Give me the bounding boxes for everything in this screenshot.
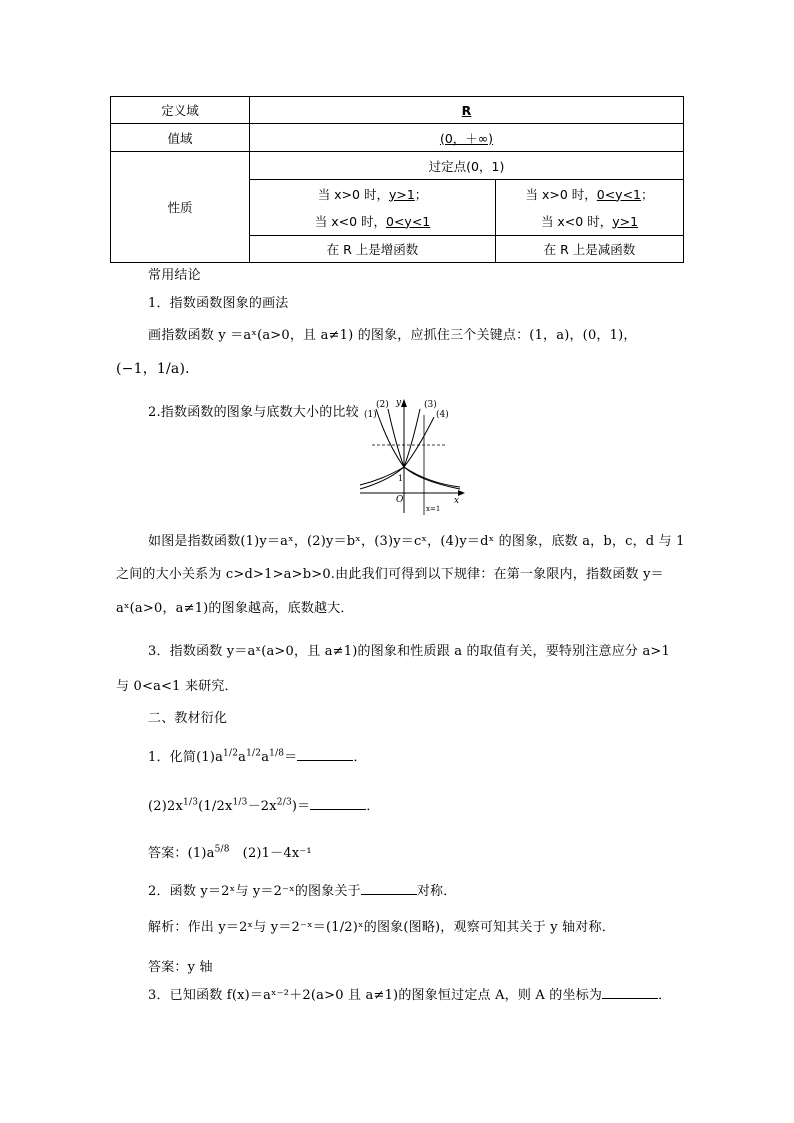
section2-heading: 二、教材衍化 [148, 711, 228, 726]
item3-paragraph: 与 0<a<1 来研究． [116, 679, 238, 694]
q1-text: a [238, 750, 247, 765]
curve-label: (3) [424, 400, 437, 410]
q1-text: (2)2x [148, 799, 184, 814]
question-1-answer [148, 842, 312, 861]
answer-text: 答案：(1)a [148, 846, 215, 861]
item2-paragraph: aˣ(a>0，a≠1)的图象越高，底数越大． [116, 601, 354, 616]
case-value: y>1 [388, 186, 415, 202]
range-value: (0，＋∞) [250, 124, 684, 152]
item2-paragraph: 之间的大小关系为 c>d>1>a>b>0.由此我们可得到以下规律：在第一象限内，指数函数 y＝ [116, 567, 664, 582]
one-label: 1 [398, 474, 404, 483]
decreasing-case-cell [496, 180, 684, 236]
exponent: 5/8 [214, 844, 230, 855]
increasing-text: 在 R 上是增函数 [250, 236, 496, 263]
domain-label: 定义域 [111, 97, 250, 124]
exponent: 1/8 [269, 748, 285, 759]
case-value: 0<y<1 [596, 186, 642, 202]
question-2-solution: 解析：作出 y＝2ˣ与 y＝2⁻ˣ＝(1/2)ˣ的图象(图略)，观察可知其关于 y 轴对称． [148, 920, 615, 935]
exponent: 2/3 [276, 797, 292, 808]
q3-text: 3．已知函数 f(x)＝aˣ⁻²＋2(a>0 且 a≠1)的图象恒过定点 A，则 A 的坐标为 [148, 988, 603, 1003]
question-1b: $(2)2x^{1/3}(1/2x^{1/3}-2x^{2/3})=$ ． [148, 797, 380, 814]
increasing-case-cell [250, 180, 496, 236]
item1-point: (−1，1/a)． [116, 361, 200, 377]
exponential-graph [358, 395, 470, 517]
fraction: 1/2 [203, 799, 225, 814]
domain-value: R [250, 97, 684, 124]
exponent: 1/3 [183, 797, 199, 808]
exponent: 1/2 [246, 748, 262, 759]
section-heading: 常用结论 [148, 268, 201, 283]
q1-text: 1．化简(1)a [148, 750, 224, 765]
curve-label: (4) [436, 410, 449, 420]
case-text: 当 x<0 时， [314, 213, 386, 229]
axis-x-label: x [454, 496, 460, 506]
curve-label: (1) [364, 410, 377, 420]
fixed-point: 过定点(0，1) [250, 152, 684, 180]
q3-text: ． [658, 988, 672, 1003]
axis-y-label: y [396, 398, 402, 408]
item2-title: 2.指数函数的图象与底数大小的比较 [148, 405, 359, 420]
properties-table [110, 96, 684, 263]
answer-blank [297, 750, 353, 761]
item1-text: 画指数函数 y ＝aˣ(a>0，且 a≠1) 的图象，应抓住三个关键点：(1，a)，(0，1)， [148, 328, 637, 343]
curve-label: (2) [376, 400, 389, 410]
case-suffix: ； [641, 186, 654, 202]
q2-text: 2．函数 y＝2ˣ与 y＝2⁻ˣ的图象关于 [148, 884, 361, 899]
case-text: 当 x>0 时， [317, 186, 389, 202]
case-value: 0<y<1 [386, 213, 431, 229]
exponent: 1/3 [232, 797, 248, 808]
decreasing-text: 在 R 上是减函数 [496, 236, 684, 263]
item2-paragraph: 如图是指数函数(1)y＝aˣ，(2)y＝bˣ，(3)y＝cˣ，(4)y＝dˣ 的图象，底数 a，b，c，d 与 1 [148, 534, 685, 549]
q1-text: 2x [260, 799, 277, 814]
case-text: 当 x<0 时， [540, 213, 613, 229]
exponent: 1/2 [223, 748, 239, 759]
answer-blank [602, 988, 658, 999]
origin-label: O [396, 495, 404, 505]
case-text: 当 x>0 时， [525, 186, 597, 202]
case-value: y>1 [612, 213, 639, 229]
range-label: 值域 [111, 124, 250, 152]
question-2 [148, 880, 456, 899]
case-suffix: ； [414, 186, 428, 202]
item1-title: 1．指数函数图象的画法 [148, 296, 289, 311]
q1-text: ＝ [284, 750, 298, 765]
q1-text: )＝ [291, 799, 311, 814]
question-3 [148, 984, 671, 1003]
q2-text: 对称． [416, 884, 457, 899]
q1-text: a [261, 750, 270, 765]
answer-blank [310, 799, 366, 810]
property-label: 性质 [111, 152, 250, 263]
question-1a: 1．化简$(1)a^{1/2}a^{1/2}a^{1/8}=$ ． [148, 748, 367, 765]
question-2-answer: 答案：y 轴 [148, 960, 213, 975]
item3-paragraph: 3．指数函数 y＝aˣ(a>0，且 a≠1)的图象和性质跟 a 的取值有关，要特别注意应分 a>1 [148, 644, 670, 659]
answer-text: (2)1－4x⁻¹ [229, 846, 312, 861]
x-equals-one-label: x=1 [426, 505, 441, 513]
answer-blank [361, 884, 417, 895]
